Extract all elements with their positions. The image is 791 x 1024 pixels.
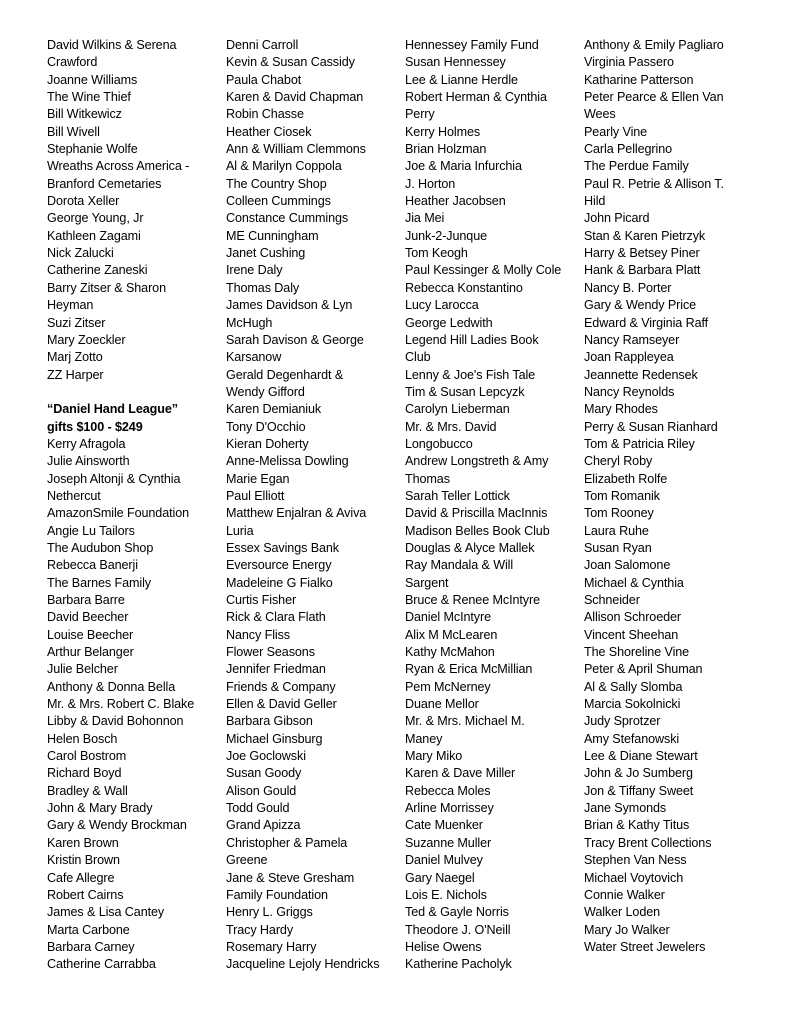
donor-name: Walker Loden — [584, 905, 661, 920]
donor-name: Theodore J. O'Neill — [405, 922, 511, 937]
donor-name: ZZ Harper — [47, 367, 104, 382]
donor-name: Gary & Wendy Brockman — [47, 818, 187, 833]
donor-name: John & Jo Sumberg — [584, 766, 693, 781]
donor-name: Junk-2-Junque — [405, 228, 488, 243]
donor-name: The Audubon Shop — [47, 540, 154, 555]
donor-name: Stephen Van Ness — [584, 853, 687, 868]
donor-name: Stephanie Wolfe — [47, 142, 138, 157]
donor-name: Daniel Mulvey — [405, 853, 483, 868]
donor-name: Mary Jo Walker — [584, 922, 670, 937]
donor-name: Helise Owens — [405, 939, 482, 954]
donor-name: Mary Miko — [405, 749, 463, 764]
donor-column-3 — [405, 37, 581, 974]
donor-name: Paul Kessinger & Molly Cole — [405, 263, 562, 278]
donor-name: Mr. & Mrs. David — [405, 419, 497, 434]
donor-name: Gerald Degenhardt & — [226, 367, 344, 382]
donor-column-2 — [226, 37, 402, 974]
donor-name: George Young, Jr — [47, 211, 144, 226]
donor-name: Heather Ciosek — [226, 124, 312, 139]
donor-name: Essex Savings Bank — [226, 540, 340, 555]
donor-name: Wreaths Across America - — [47, 159, 190, 174]
donor-name: Hild — [584, 194, 606, 209]
donor-name: Alix M McLearen — [405, 627, 498, 642]
donor-name: Friends & Company — [226, 679, 336, 694]
donor-name: Lois E. Nichols — [405, 887, 487, 902]
donor-name: Tony D'Occhio — [226, 419, 306, 434]
donor-name: Julie Belcher — [47, 662, 118, 677]
donor-name: David Wilkins & Serena — [47, 38, 177, 52]
donor-name: Thomas Daly — [226, 280, 300, 295]
donor-name: Laura Ruhe — [584, 523, 649, 538]
donor-name: Bruce & Renee McIntyre — [405, 593, 540, 607]
donor-name: Joe Goclowski — [226, 749, 306, 764]
donor-name: Jacqueline Lejoly Hendricks — [226, 957, 380, 972]
donor-name: Crawford — [47, 55, 98, 70]
donor-name: Wees — [584, 107, 616, 122]
donor-name: McHugh — [226, 315, 273, 330]
donor-name: Jane Symonds — [584, 801, 667, 816]
donor-name: Anne-Melissa Dowling — [226, 454, 349, 469]
donor-name: Louise Beecher — [47, 627, 134, 642]
donor-column-4 — [584, 37, 764, 956]
donor-name: John Picard — [584, 211, 650, 226]
donor-name: Anthony & Emily Pagliaro — [584, 38, 724, 52]
donor-name: Kathleen Zagami — [47, 228, 141, 243]
donor-name: Barbara Carney — [47, 939, 135, 954]
donor-name: David Beecher — [47, 610, 129, 625]
donor-name: Anthony & Donna Bella — [47, 679, 176, 694]
donor-name: Pearly Vine — [584, 124, 648, 139]
donor-name: Ray Mandala & Will — [405, 558, 514, 573]
donor-name: Heather Jacobsen — [405, 194, 506, 209]
donor-name: Barbara Barre — [47, 593, 125, 607]
donor-name: Thomas — [405, 471, 450, 486]
donor-name: Grand Apizza — [226, 818, 301, 833]
donor-name: Lucy Larocca — [405, 298, 479, 313]
donor-name: Bradley & Wall — [47, 783, 128, 798]
donor-name: Andrew Longstreth & Amy — [405, 454, 549, 469]
donor-name: Sargent — [405, 575, 449, 590]
donor-name: Dorota Xeller — [47, 194, 120, 209]
donor-name: Wendy Gifford — [226, 384, 305, 399]
donor-name: Al & Marilyn Coppola — [226, 159, 342, 174]
donor-name: Tom & Patricia Riley — [584, 436, 695, 451]
donor-name: Catherine Carrabba — [47, 957, 156, 972]
donor-name: Branford Cemetaries — [47, 176, 162, 191]
donor-name: Ryan & Erica McMillian — [405, 662, 533, 677]
donor-name: Duane Mellor — [405, 697, 479, 712]
donor-name: Gary Naegel — [405, 870, 475, 885]
donor-name: Matthew Enjalran & Aviva — [226, 506, 367, 521]
donor-name: The Country Shop — [226, 176, 327, 191]
donor-name: James Davidson & Lyn — [226, 298, 353, 313]
donor-name: Schneider — [584, 593, 640, 607]
donor-name: Judy Sprotzer — [584, 714, 661, 729]
donor-name: Mary Rhodes — [584, 402, 658, 417]
donor-name: Karsanow — [226, 350, 282, 365]
donor-name: Nick Zalucki — [47, 246, 114, 261]
donor-name: Nancy Reynolds — [584, 384, 675, 399]
donor-name: Barry Zitser & Sharon — [47, 280, 166, 295]
donor-name: Longobucco — [405, 436, 473, 451]
donor-name: Gary & Wendy Price — [584, 298, 697, 313]
donor-name: Sarah Teller Lottick — [405, 488, 510, 503]
donor-name: Ellen & David Geller — [226, 697, 337, 712]
donor-name: Nethercut — [47, 488, 101, 503]
donor-name: Paul R. Petrie & Allison T. — [584, 176, 724, 191]
donor-name: Michael Ginsburg — [226, 731, 323, 746]
donor-name: ME Cunningham — [226, 228, 319, 243]
donor-name: Jia Mei — [405, 211, 445, 226]
donor-name: Nancy B. Porter — [584, 280, 672, 295]
donor-name: Hank & Barbara Platt — [584, 263, 701, 278]
donor-name: Peter & April Shuman — [584, 662, 703, 677]
donor-name: Joanne Williams — [47, 72, 138, 87]
donor-name: The Perdue Family — [584, 159, 689, 174]
donor-name: Mr. & Mrs. Michael M. — [405, 714, 525, 729]
donor-name: Nancy Fliss — [226, 627, 290, 642]
donor-name: Katharine Patterson — [584, 72, 694, 87]
donor-name: Virginia Passero — [584, 55, 674, 70]
donor-name: Luria — [226, 523, 254, 538]
donor-name: Alison Gould — [226, 783, 297, 798]
donor-name: Greene — [226, 853, 268, 868]
donor-name: J. Horton — [405, 176, 456, 191]
donor-name: Cate Muenker — [405, 818, 483, 833]
donor-name: Brian Holzman — [405, 142, 487, 157]
section-heading: gifts $100 - $249 — [47, 419, 143, 434]
donor-name: Karen & Dave Miller — [405, 766, 516, 781]
donor-name: Susan Ryan — [584, 540, 652, 555]
donor-name: Eversource Energy — [226, 558, 332, 573]
donor-name: John & Mary Brady — [47, 801, 153, 816]
donor-name: Susan Goody — [226, 766, 302, 781]
donor-name: Cafe Allegre — [47, 870, 115, 885]
donor-name: Kathy McMahon — [405, 645, 495, 660]
donor-name: Robert Herman & Cynthia — [405, 90, 547, 105]
donor-name: Ted & Gayle Norris — [405, 905, 509, 920]
donor-name: Brian & Kathy Titus — [584, 818, 690, 833]
donor-name: Henry L. Griggs — [226, 905, 313, 920]
donor-name: Rebecca Banerji — [47, 558, 138, 573]
donor-name: The Shoreline Vine — [584, 645, 690, 660]
donor-name: Ann & William Clemmons — [226, 142, 366, 157]
donor-name: Maney — [405, 731, 443, 746]
donor-name: Kristin Brown — [47, 853, 120, 868]
donor-name: AmazonSmile Foundation — [47, 506, 190, 521]
donor-name: Michael Voytovich — [584, 870, 684, 885]
donor-name: Joe & Maria Infurchia — [405, 159, 522, 174]
donor-name: Marie Egan — [226, 471, 290, 486]
donor-name: Arline Morrissey — [405, 801, 494, 816]
donor-name: Rick & Clara Flath — [226, 610, 326, 625]
donor-name: Tom Keogh — [405, 246, 468, 261]
donor-name: Kieran Doherty — [226, 436, 309, 451]
donor-name: Paul Elliott — [226, 488, 285, 503]
donor-name: Mary Zoeckler — [47, 332, 126, 347]
donor-name: Denni Carroll — [226, 38, 299, 52]
donor-name: Suzi Zitser — [47, 315, 106, 330]
donor-name: Peter Pearce & Ellen Van — [584, 90, 724, 105]
donor-name: Lee & Diane Stewart — [584, 749, 698, 764]
donor-name: Marcia Sokolnicki — [584, 697, 681, 712]
donor-name: Richard Boyd — [47, 766, 122, 781]
donor-name: Susan Hennessey — [405, 55, 506, 70]
donor-name: Jon & Tiffany Sweet — [584, 783, 694, 798]
donor-name: Flower Seasons — [226, 645, 315, 660]
section-heading: “Daniel Hand League” — [47, 402, 178, 417]
donor-name: Robert Cairns — [47, 887, 124, 902]
section-spacer — [47, 384, 223, 401]
donor-name: Al & Sally Slomba — [584, 679, 683, 694]
donor-name: Connie Walker — [584, 887, 665, 902]
donor-name: Rosemary Harry — [226, 939, 317, 954]
donor-name: Madeleine G Fialko — [226, 575, 333, 590]
donor-name: Tracy Hardy — [226, 922, 294, 937]
donor-name: Madison Belles Book Club — [405, 523, 550, 538]
donor-name: Carla Pellegrino — [584, 142, 673, 157]
donor-name: Elizabeth Rolfe — [584, 471, 668, 486]
donor-name: Helen Bosch — [47, 731, 118, 746]
donor-name: Joan Salomone — [584, 558, 671, 573]
donor-name: Arthur Belanger — [47, 645, 134, 660]
donor-name: Pem McNerney — [405, 679, 491, 694]
donor-name: Todd Gould — [226, 801, 290, 816]
donor-name: Tom Romanik — [584, 488, 660, 503]
donor-name: Sarah Davison & George — [226, 332, 364, 347]
donor-name: Kerry Afragola — [47, 436, 126, 451]
donor-name: Amy Stefanowski — [584, 731, 680, 746]
donor-name: Marj Zotto — [47, 350, 103, 365]
donor-name: Joseph Altonji & Cynthia — [47, 471, 181, 486]
donor-name: Perry — [405, 107, 435, 122]
donor-name: Carol Bostrom — [47, 749, 127, 764]
donor-name: Tom Rooney — [584, 506, 654, 521]
donor-name: Allison Schroeder — [584, 610, 682, 625]
donor-name: Karen & David Chapman — [226, 90, 364, 105]
donor-name: Club — [405, 350, 431, 365]
donor-name: Nancy Ramseyer — [584, 332, 680, 347]
donor-name: Colleen Cummings — [226, 194, 331, 209]
donor-name: George Ledwith — [405, 315, 493, 330]
donor-name: Constance Cummings — [226, 211, 349, 226]
donor-name: Joan Rappleyea — [584, 350, 674, 365]
donor-name: The Barnes Family — [47, 575, 151, 590]
donor-name: Kevin & Susan Cassidy — [226, 55, 355, 70]
donor-name: Douglas & Alyce Mallek — [405, 540, 535, 555]
donor-name: Karen Demianiuk — [226, 402, 322, 417]
donor-name: Christopher & Pamela — [226, 835, 348, 850]
donor-column-1 — [47, 37, 223, 974]
donor-name: Suzanne Muller — [405, 835, 492, 850]
donor-name: Stan & Karen Pietrzyk — [584, 228, 706, 243]
donor-name: Tracy Brent Collections — [584, 835, 712, 850]
donor-name: Irene Daly — [226, 263, 283, 278]
donor-name: Catherine Zaneski — [47, 263, 148, 278]
donor-name: Lee & Lianne Herdle — [405, 72, 518, 87]
donor-name: Marta Carbone — [47, 922, 130, 937]
donor-name: Julie Ainsworth — [47, 454, 130, 469]
donor-name: Rebecca Konstantino — [405, 280, 523, 295]
donor-name: Legend Hill Ladies Book — [405, 332, 539, 347]
donor-name: Jane & Steve Gresham — [226, 870, 355, 885]
donor-name: Kerry Holmes — [405, 124, 481, 139]
donor-name: Rebecca Moles — [405, 783, 491, 798]
donor-name: Edward & Virginia Raff — [584, 315, 709, 330]
donor-name: Curtis Fisher — [226, 593, 297, 607]
donor-name: Libby & David Bohonnon — [47, 714, 184, 729]
donor-name: Bill Wivell — [47, 124, 100, 139]
donor-name: Water Street Jewelers — [584, 939, 706, 954]
donor-name: Cheryl Roby — [584, 454, 653, 469]
donor-name: Heyman — [47, 298, 94, 313]
donor-name: James & Lisa Cantey — [47, 905, 165, 920]
donor-name: Janet Cushing — [226, 246, 306, 261]
donor-name: Tim & Susan Lepcyzk — [405, 384, 525, 399]
donor-name: Katherine Pacholyk — [405, 957, 512, 972]
donor-name: Barbara Gibson — [226, 714, 313, 729]
donor-name: Harry & Betsey Piner — [584, 246, 700, 261]
donor-name: Perry & Susan Rianhard — [584, 419, 718, 434]
donor-name: Jeannette Redensek — [584, 367, 698, 382]
donor-name: Carolyn Lieberman — [405, 402, 510, 417]
donor-name: Hennessey Family Fund — [405, 38, 539, 52]
donor-name: Angie Lu Tailors — [47, 523, 135, 538]
donor-name: Bill Witkewicz — [47, 107, 122, 122]
donor-name: Karen Brown — [47, 835, 119, 850]
donor-name: Mr. & Mrs. Robert C. Blake — [47, 697, 195, 712]
donor-name: Family Foundation — [226, 887, 328, 902]
donor-name: Jennifer Friedman — [226, 662, 326, 677]
donor-name: Lenny & Joe's Fish Tale — [405, 367, 536, 382]
donor-name: The Wine Thief — [47, 90, 131, 105]
donor-name: Daniel McIntyre — [405, 610, 491, 625]
donor-name: Michael & Cynthia — [584, 575, 684, 590]
donor-name: Robin Chasse — [226, 107, 304, 122]
donor-name: Paula Chabot — [226, 72, 302, 87]
donor-name: Vincent Sheehan — [584, 627, 679, 642]
donor-name: David & Priscilla MacInnis — [405, 506, 548, 521]
